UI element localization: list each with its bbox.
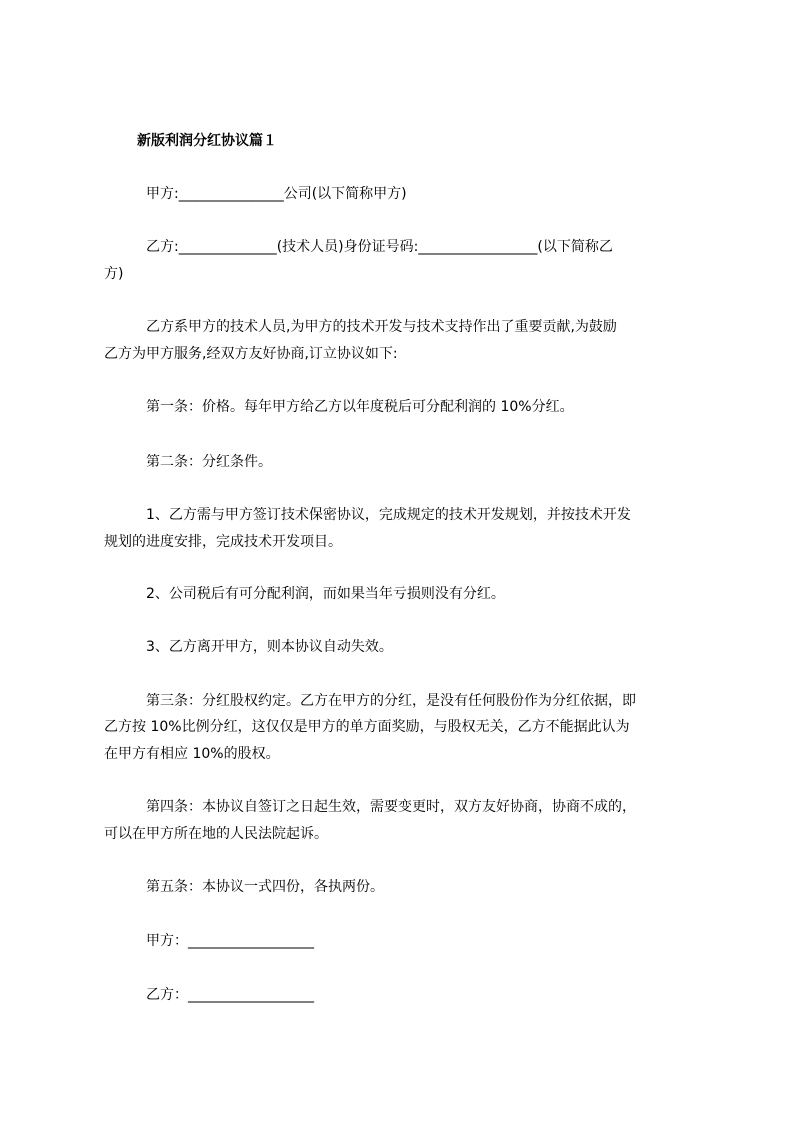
article-1: 第一条：价格。每年甲方给乙方以年度税后可分配利润的 10%分红。 — [146, 399, 574, 415]
article-3-line-3: 在甲方有相应 10%的股权。 — [104, 746, 280, 762]
article-4-line-1: 第四条：本协议自签订之日起生效，需要变更时，双方友好协商，协商不成的， — [146, 799, 636, 815]
document-title: 新版利润分红协议篇１ — [137, 133, 277, 149]
intro-line-1: 乙方系甲方的技术人员,为甲方的技术开发与技术支持作出了重要贡献,为鼓励 — [146, 319, 617, 335]
signature-party-b: 乙方：__________________ — [146, 987, 314, 1003]
article-3-line-1: 第三条：分红股权约定。乙方在甲方的分红，是没有任何股份作为分红依据，即 — [146, 693, 636, 709]
condition-1-line-1: 1、乙方需与甲方签订技术保密协议，完成规定的技术开发规划，并按技术开发 — [146, 507, 631, 523]
signature-party-a: 甲方：__________________ — [146, 933, 314, 949]
article-3-line-2: 乙方按 10%比例分红，这仅仅是甲方的单方面奖励，与股权无关，乙方不能据此认为 — [104, 719, 630, 735]
article-2: 第二条：分红条件。 — [146, 454, 272, 470]
condition-2: 2、公司税后有可分配利润，而如果当年亏损则没有分红。 — [146, 586, 505, 602]
article-5: 第五条：本协议一式四份，各执两份。 — [146, 879, 384, 895]
party-b-line-1: 乙方:______________(技术人员)身份证号码:_________________(以下简称乙 — [146, 239, 613, 255]
party-b-line-2: 方) — [104, 266, 124, 282]
intro-line-2: 乙方为甲方服务,经双方友好协商,订立协议如下: — [104, 346, 398, 362]
article-4-line-2: 可以在甲方所在地的人民法院起诉。 — [104, 826, 328, 842]
condition-1-line-2: 规划的进度安排，完成技术开发项目。 — [104, 534, 342, 550]
condition-3: 3、乙方离开甲方，则本协议自动失效。 — [146, 639, 393, 655]
party-a-line: 甲方:_______________公司(以下简称甲方) — [146, 186, 407, 202]
